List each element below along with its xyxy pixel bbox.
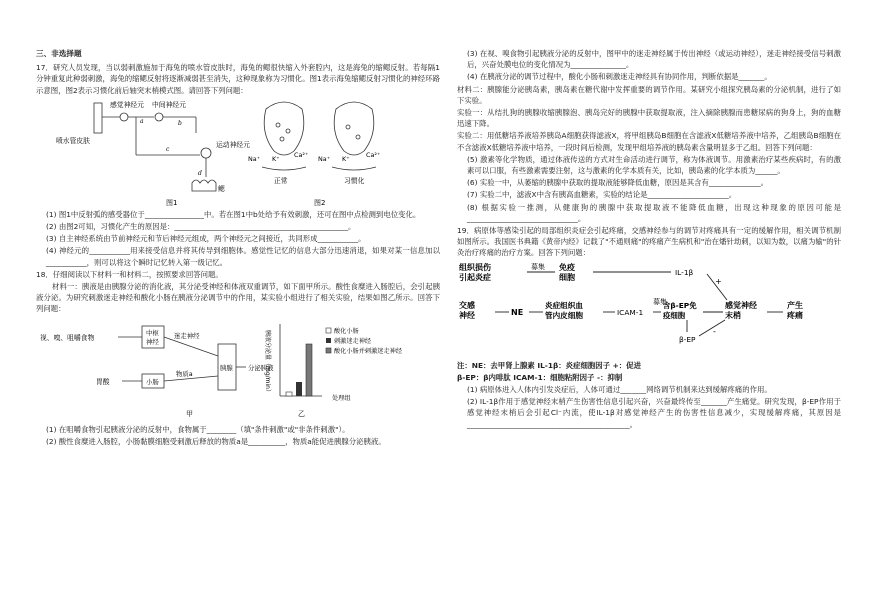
q18-stem: 18．仔细阅读以下材料一和材料二，按照要求回答问题。 [36, 269, 223, 279]
q18-sub1: (1) 在咀嚼食物引起胰液分泌的反射中，食物属于________（填"条件刺激"或"非条件刺激"）。 [46, 424, 350, 434]
pancreas-label: 胰腺 [220, 363, 233, 372]
legend-3: 酸化小肠并刺激迷走神经 [334, 347, 403, 355]
bar-b [296, 382, 302, 396]
bep-label: β-EP [679, 334, 696, 344]
plus-sign: + [715, 276, 722, 286]
q18-sub4: (4) 在胰液分泌的调节过程中，酸化小肠和刺激迷走神经具有协同作用，判断依据是_______。 [467, 72, 772, 82]
arrow-bep-inhibit [699, 320, 725, 336]
q18-sub7: (7) 实验二中，滤液X中含有胰高血糖素，实验的结论是______________________。 [467, 190, 737, 200]
q18-sub5: (5) 激素等化学物质，通过体液传送的方式对生命活动进行调节，称为体液调节。用激素治疗某些疾病时，有的激素可以口服，有些激素需要注射，这与激素的化学本质有关，比如，胰岛素的化学本质为______。 [467, 154, 841, 176]
q19-sub1: (1) 病原体进入人体内引发炎症后，人体可通过_______网络调节机制来达到缓解疼痛的作用。 [467, 385, 772, 395]
na-label: Na⁺ [248, 154, 261, 163]
legend-swatch-3 [326, 348, 331, 353]
food-label: 视、嗅、咀嚼食物 [40, 333, 95, 342]
secretion-label: 分泌胰液 [248, 363, 274, 372]
left-column [36, 48, 440, 448]
bep-cells-label-2: 疫细胞 [663, 310, 686, 320]
ne-label: NE [511, 307, 524, 317]
q17-sub2: (2) 由图2可知，习惯化产生的原因是：_______________________________________________。 [46, 222, 356, 232]
point-b: b [178, 119, 182, 127]
q18-figures [36, 316, 440, 424]
q18-sub3: (3) 在视、嗅食物引起胰液分泌的反射中，图甲中的迷走神经属于传出神经（或运动神经），迷走神经接受信号刺激后，兴奋处膜电位的变化情况为_______________。 [467, 49, 841, 70]
inter-label: 中间神经元 [152, 100, 186, 109]
q19-diagram [457, 260, 841, 360]
gill-shape [192, 180, 216, 191]
vesicle [280, 137, 284, 141]
terminal-normal [264, 102, 304, 155]
right-column [457, 48, 841, 431]
recruit-label: 募集 [531, 262, 545, 271]
vesicle [276, 123, 280, 127]
skin-label: 喷水管皮肤 [56, 136, 90, 145]
q18-sub8: (8) 根据实验一推测，从健康狗的胰腺中获取提取液不能降低血糖，出现这种现象的原因可能是______________________________。 [467, 202, 841, 223]
q18-exp1: 实验一：从结扎狗的胰腺收缩胰腺泡、胰岛完好的胰腺中获取提取液，注入摘除胰腺而患糖尿病的狗身上，狗的血糖迅速下降。 [457, 108, 841, 129]
q18-sub2: (2) 酸性食糜进入肠腔，小肠黏膜细胞受刺激后释放的物质a是__________，物质a能促进胰腺分泌胰液。 [46, 436, 386, 446]
sympathetic-label-2: 神经 [459, 310, 475, 320]
na-label-2: Na⁺ [318, 154, 331, 163]
q18-figure-svg [36, 316, 440, 424]
q17-sub3: (3) 自主神经系统由节前神经元和节后神经元组成，两个神经元之间接近，共同形成___________。 [46, 234, 366, 244]
q17-figures [36, 97, 440, 209]
q17-sub1: (1) 图1中反射弧的感受器位于________________中。若在图1中b处给予有效刺激，还可在图中点检测到电位变化。 [46, 209, 421, 219]
pain-label-2: 疼痛 [787, 310, 803, 320]
sensory-label: 感觉神经元 [110, 100, 144, 109]
q18-material1: 材料一：胰液是由胰腺分泌的消化液，其分泌受神经和体液双重调节，如下面甲所示。酸性食糜进入肠腔后，会引起胰液分泌。为研究刺激迷走神经和酸化小肠在胰液分泌调节中的作用，某实验小组进行了相关实验，结果如图乙所示。回答下列问题： [36, 282, 440, 314]
infection-label-2: 引起炎症 [459, 272, 491, 282]
center-label-2: 神经 [146, 337, 159, 346]
legend-swatch-1 [326, 328, 331, 333]
q18-exp2: 实验二：用低糖培养液培养胰岛A细胞获得滤液X，将甲组胰岛B细胞在含滤液X低糖培养液中培养，乙组胰岛B细胞在不含滤液X低糖培养液中培养，一段时间后检测，发现甲组培养液的胰岛素含量明显多于乙组。回答下列问题： [457, 131, 841, 152]
immune-label-1: 免疫 [559, 262, 575, 272]
yi-caption: 乙 [298, 409, 305, 418]
endo-label-2: 管内皮细胞 [545, 310, 583, 320]
q18-sub6: (6) 实验一中，从萎缩的胰腺中获取的提取液能够降低血糖，原因是其含有______________。 [467, 178, 769, 188]
legend-swatch-2 [326, 338, 331, 343]
substance-label: 物质a [176, 369, 193, 378]
point-a: a [140, 117, 144, 125]
gill-label: 鳃 [218, 184, 225, 193]
jia-caption: 甲 [186, 409, 193, 418]
habituated-label: 习惯化 [344, 176, 365, 185]
interneuron-body [155, 113, 163, 121]
recruit2-label: 募集 [653, 297, 667, 306]
sympathetic-label-1: 交感 [459, 300, 475, 310]
normal-label: 正常 [274, 176, 288, 185]
q17-stem: 17．研究人员发现，当以弱刺激施加于海兔的喷水管皮肤时，海兔的鳃很快缩入外套腔内，这是海兔的缩鳃反射。若每隔1分钟重复此种弱刺激，海兔的缩鳃反射将逐渐减弱甚至消失，这种现象称为习惯化。图1表示海兔缩鳃反射习惯化的神经环路示意图，图2表示习惯化前后轴突末梢模式图。请回答下列问题： [36, 63, 440, 95]
k-label: K⁺ [272, 154, 280, 163]
motor-label: 运动神经元 [216, 140, 250, 149]
q19-stem: 19．病原体等感染引起的局部组织炎症会引起疼痛，交感神经参与的调节对疼痛具有一定的缓解作用，相关调节机制如图所示。我国医书典籍《黄帝内经》记载了"不通则痛"的疼痛产生病机和"治在燔针劫刺，以知为数，以痛为输"的针灸治疗疼痛的治疗方案。回答下列问题： [457, 226, 841, 258]
figure-1-caption: 图1 [166, 198, 178, 207]
q19-sub2: (2) IL-1β作用于感觉神经末梢产生伤害性信息引起兴奋，兴奋最终传至_______产生痛觉。研究发现，β-EP作用于感觉神经末梢后会引起Cl⁻内流，使IL-1β对感觉神经产生的伤害性信息减少，实现缓解疼痛，其原因是____________________________________________。 [467, 397, 841, 429]
point-d: d [198, 169, 202, 177]
yi-xlabel: 处理组 [332, 394, 351, 402]
vagus-label: 迷走神经 [174, 331, 200, 340]
terminal-habituated [334, 102, 374, 155]
yi-ylabel: 胰液分泌量（mg/min） [264, 329, 271, 395]
nerve-end-label-2: 末梢 [725, 310, 741, 320]
pain-label-1: 产生 [787, 300, 803, 310]
figure-1 [94, 103, 216, 191]
q19-note1: 注：NE：去甲肾上腺素 IL-1β：炎症细胞因子 +：促进 [457, 360, 641, 370]
q17-figure-svg [36, 97, 440, 209]
vesicle [356, 135, 360, 139]
bar-c [306, 344, 312, 396]
section-title: 三、非选择题 [36, 49, 82, 58]
center-label-1: 中枢 [146, 328, 159, 337]
q17-sub4: (4) 神经元的___________用来接受信息并将其传导到细胞体。感觉性记忆的信息大部分迅速消退，如果对某一信息加以___________，则可以将这个瞬时记忆转入第一级记忆。 [46, 246, 440, 267]
legend-2: 刺激迷走神经 [334, 337, 372, 345]
infection-label-1: 组织损伤 [459, 262, 491, 272]
q19-diagram-svg [457, 260, 841, 360]
minus-sign: - [713, 326, 716, 336]
ca-label-2: Ca²⁺ [366, 150, 381, 159]
bep-cells-label-1: 含β-EP免 [663, 300, 697, 310]
il1b-label: IL-1β [675, 267, 694, 277]
k-label-2: K⁺ [342, 154, 350, 163]
skin-block [94, 103, 102, 133]
vesicle [286, 129, 290, 133]
intestine-label: 小肠 [146, 377, 159, 386]
nerve-end-label-1: 感觉神经 [725, 300, 757, 310]
q19-note2: β-EP：β内啡肽 ICAM-1：细胞粘附因子 -：抑制 [457, 372, 623, 382]
endo-label-1: 炎症组织血 [545, 300, 583, 310]
membrane-habituated [332, 167, 376, 170]
motor-neuron-body [201, 148, 211, 158]
membrane-normal [262, 167, 306, 170]
sensory-neuron-body [120, 113, 128, 121]
immune-label-2: 细胞 [559, 272, 575, 282]
bar-a [286, 392, 292, 396]
icam-label: ICAM-1 [617, 307, 644, 317]
ca-label: Ca²⁺ [294, 150, 309, 159]
legend-1: 酸化小肠 [334, 327, 359, 335]
point-c: c [166, 145, 170, 153]
q18-material2: 材料二：胰腺能分泌胰岛素，胰岛素在糖代谢中发挥重要的调节作用。某研究小组探究胰岛素的分泌机制，进行了如下实验。 [457, 84, 841, 105]
acid-label: 胃酸 [96, 377, 110, 386]
vesicle [346, 125, 350, 129]
figure-2-caption: 图2 [314, 198, 326, 207]
